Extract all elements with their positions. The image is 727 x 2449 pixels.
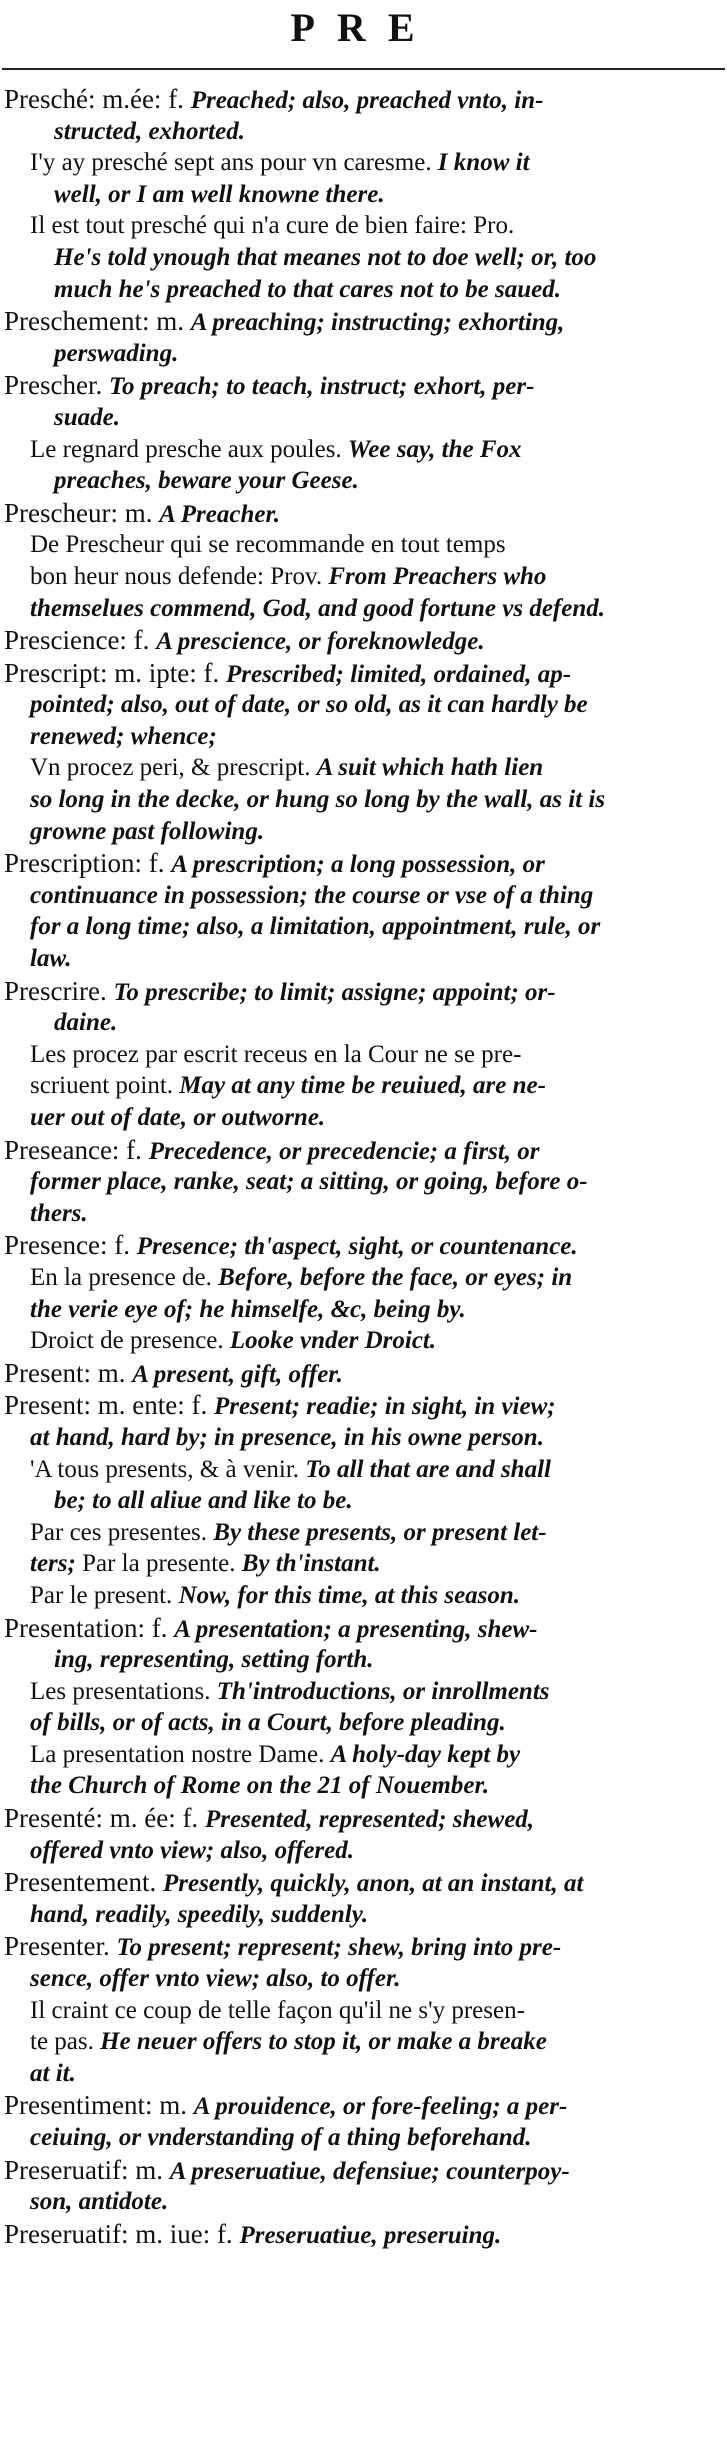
entry-continuation-line [4, 561, 718, 593]
entry-continuation-line [4, 721, 718, 753]
english-gloss: A presentation; a presenting, shew- [174, 1615, 538, 1643]
headword: Preseruatif: m. iue: f. [4, 2218, 240, 2249]
english-gloss: at hand, hard by; in presence, in his owne person. [30, 1423, 544, 1451]
entry-first-line [4, 1390, 718, 1422]
english-gloss: be; to all aliue and like to be. [54, 1487, 353, 1515]
english-gloss: the Church of Rome on the 21 of Nouember. [30, 1772, 490, 1800]
english-gloss: From Preachers who [328, 562, 547, 590]
english-gloss: A present, gift, offer. [132, 1360, 343, 1388]
english-gloss: To prescribe; to limit; assigne; appoint; or- [113, 978, 556, 1006]
english-gloss: Presence; th'aspect, sight, or countenance. [136, 1233, 578, 1261]
entry-continuation-line [4, 1644, 718, 1676]
entry-continuation-line [4, 147, 718, 179]
entry-continuation-line [4, 2058, 718, 2090]
entry-continuation-line [4, 1070, 718, 1102]
french-text: Les presentations. [30, 1677, 217, 1705]
dictionary-entry [4, 1803, 718, 1866]
entry-first-line [4, 2090, 718, 2122]
french-text: Il craint ce coup de telle façon qu'il ne s'y presen- [30, 1996, 525, 2024]
entry-continuation-line [4, 1707, 718, 1739]
dictionary-entry [4, 625, 718, 657]
entry-continuation-line [4, 1454, 718, 1486]
french-text: 'A tous presents, & à venir. [30, 1455, 306, 1483]
english-gloss: Th'introductions, or inrollments [216, 1677, 550, 1705]
headword: Prescription: f. [4, 848, 172, 879]
english-gloss: daine. [54, 1009, 118, 1037]
english-gloss: so long in the decke, or hung so long by the wall, as it is [30, 786, 606, 814]
french-text: te pas. [30, 2028, 101, 2056]
english-gloss: hand, readily, speedily, suddenly. [30, 1900, 369, 1928]
entry-continuation-line [4, 274, 718, 306]
entry-first-line [4, 658, 718, 690]
french-text: De Prescheur qui se recommande en tout temps [30, 531, 506, 559]
english-gloss: Presently, quickly, anon, at an instant, at [162, 1870, 584, 1898]
dictionary-entry [4, 848, 718, 974]
entry-continuation-line [4, 2122, 718, 2154]
headword: Presentiment: m. [4, 2090, 194, 2121]
english-gloss: ters; [30, 1550, 83, 1578]
french-text: Par ces presentes. [30, 1518, 214, 1546]
dictionary-entry [4, 2155, 718, 2218]
entry-continuation-line [4, 529, 718, 561]
english-gloss: To all that are and shall [305, 1455, 551, 1483]
english-gloss: renewed; whence; [30, 722, 217, 750]
entry-first-line [4, 1931, 718, 1963]
english-gloss: Looke vnder Droict. [229, 1327, 437, 1355]
english-gloss: A suit which hath lien [316, 754, 544, 782]
entry-continuation-line [4, 1770, 718, 1802]
english-gloss: uer out of date, or outworne. [30, 1104, 326, 1131]
english-gloss: well, or I am well knowne there. [54, 180, 385, 208]
entry-continuation-line [4, 593, 718, 625]
entry-first-line [4, 1135, 718, 1167]
dictionary-entry [4, 658, 718, 848]
english-gloss: Precedence, or precedencie; a first, or [148, 1137, 540, 1165]
entry-continuation-line [4, 752, 718, 784]
headword: Preseruatif: m. [4, 2154, 170, 2185]
english-gloss: much he's preached to that cares not to be saued. [54, 275, 561, 303]
english-gloss: He's told ynough that meanes not to doe well; or, too [54, 243, 597, 271]
entry-first-line [4, 2219, 718, 2251]
english-gloss: perswading. [54, 339, 179, 367]
dictionary-entry [4, 1358, 718, 1390]
entry-continuation-line [4, 1262, 718, 1294]
entry-continuation-line [4, 2026, 718, 2058]
english-gloss: Before, before the face, or eyes; in [218, 1263, 573, 1291]
entry-continuation-line [4, 1676, 718, 1708]
english-gloss: pointed; also, out of date, or so old, as it can hardly be [30, 691, 588, 719]
dictionary-entry [4, 84, 718, 305]
english-gloss: of bills, or of acts, in a Court, before pleading. [30, 1709, 506, 1737]
french-text: scriuent point. [30, 1072, 180, 1100]
entry-continuation-line [4, 465, 718, 497]
entry-continuation-line [4, 1995, 718, 2027]
headword: Presentation: f. [4, 1612, 175, 1643]
headword: Presenter. [4, 1931, 117, 1962]
entry-continuation-line [4, 784, 718, 816]
entry-first-line [4, 84, 718, 116]
french-text: bon heur nous defende: Prov. [30, 562, 329, 590]
entry-continuation-line [4, 338, 718, 370]
english-gloss: A prouidence, or fore-feeling; a per- [193, 2093, 568, 2121]
english-gloss: I know it [437, 149, 530, 177]
entry-continuation-line [4, 943, 718, 975]
entry-continuation-line [4, 210, 718, 242]
english-gloss: law. [30, 945, 72, 973]
headword: Presence: f. [4, 1230, 137, 1261]
english-gloss: sence, offer vnto view; also, to offer. [30, 1965, 401, 1993]
english-gloss: preaches, beware your Geese. [54, 467, 359, 495]
english-gloss: offered vnto view; also, offered. [30, 1836, 354, 1864]
entry-continuation-line [4, 434, 718, 466]
french-text: Par le present. [30, 1581, 179, 1609]
headword: Prescheur: m. [4, 497, 160, 528]
headword: Prescher. [4, 370, 109, 401]
entry-continuation-line [4, 179, 718, 211]
entry-continuation-line [4, 880, 718, 912]
headword: Prescrire. [4, 975, 114, 1006]
english-gloss: Prescribed; limited, ordained, ap- [225, 660, 572, 688]
entry-first-line [4, 1803, 718, 1835]
dictionary-entry [4, 1230, 718, 1356]
entry-continuation-line [4, 1039, 718, 1071]
english-gloss: May at any time be reuiued, are ne- [179, 1072, 546, 1100]
english-gloss: A preaching; instructing; exhorting, [190, 309, 565, 337]
headword: Preseance: f. [4, 1134, 149, 1165]
english-gloss: son, antidote. [30, 2188, 169, 2216]
entry-continuation-line [4, 1007, 718, 1039]
english-gloss: for a long time; also, a limitation, appointment, rule, or [30, 913, 601, 941]
entry-continuation-line [4, 1325, 718, 1357]
entry-continuation-line [4, 1198, 718, 1230]
entry-continuation-line [4, 116, 718, 148]
headword: Present: m. ente: f. [4, 1390, 214, 1421]
headword: Presché: m.ée: f. [4, 84, 191, 114]
page-header: PRE [290, 5, 437, 50]
entry-first-line [4, 370, 718, 402]
english-gloss: ceiuing, or vnderstanding of a thing beforehand. [30, 2124, 532, 2151]
entry-continuation-line [4, 1485, 718, 1517]
entry-first-line [4, 2155, 718, 2187]
entry-continuation-line [4, 816, 718, 848]
entry-continuation-line [4, 1580, 718, 1612]
english-gloss: Presented, represented; shewed, [204, 1806, 535, 1834]
english-gloss: Preseruatiue, preseruing. [239, 2221, 502, 2249]
entry-continuation-line [4, 911, 718, 943]
dictionary-entry [4, 976, 718, 1134]
english-gloss: He neuer offers to stop it, or make a breake [100, 2028, 547, 2056]
english-gloss: A Preacher. [159, 500, 281, 528]
english-gloss: By these presents, or present let- [213, 1518, 547, 1546]
english-gloss: Wee say, the Fox [347, 435, 522, 463]
entry-continuation-line [4, 1294, 718, 1326]
english-gloss: structed, exhorted. [54, 117, 245, 145]
entry-first-line [4, 976, 718, 1008]
entry-first-line [4, 498, 718, 530]
entry-continuation-line [4, 1963, 718, 1995]
english-gloss: Preached; also, preached vnto, in- [190, 87, 544, 114]
dictionary-entry [4, 498, 718, 624]
entry-continuation-line [4, 1835, 718, 1867]
dictionary-entry [4, 2219, 718, 2251]
french-text: En la presence de. [30, 1263, 219, 1291]
headword: Prescript: m. ipte: f. [4, 657, 226, 688]
entry-continuation-line [4, 402, 718, 434]
entry-first-line [4, 1613, 718, 1645]
dictionary-entry [4, 1613, 718, 1803]
english-gloss: To present; represent; shew, bring into pre- [116, 1934, 562, 1962]
entry-continuation-line [4, 1548, 718, 1580]
headword: Present: m. [4, 1357, 133, 1388]
entry-first-line [4, 306, 718, 338]
dictionary-entry [4, 1931, 718, 2089]
english-gloss: suade. [54, 403, 120, 431]
english-gloss: themselues commend, God, and good fortune vs defend. [30, 594, 605, 622]
dictionary-entry [4, 1390, 718, 1611]
english-gloss: continuance in possession; the course or vse of a thing [30, 881, 594, 909]
entry-continuation-line [4, 242, 718, 274]
entry-first-line [4, 625, 718, 657]
french-text: Droict de presence. [30, 1327, 230, 1355]
english-gloss: former place, ranke, seat; a sitting, or going, before o- [30, 1168, 588, 1196]
headword: Preschement: m. [4, 306, 191, 337]
headword: Prescience: f. [4, 625, 157, 656]
french-text: Le regnard presche aux poules. [30, 435, 348, 463]
french-text: Les procez par escrit receus en la Cour ne se pre- [30, 1040, 522, 1068]
english-gloss: A prescription; a long possession, or [171, 851, 545, 879]
english-gloss: the verie eye of; he himselfe, &c, being by. [30, 1295, 466, 1323]
entry-continuation-line [4, 1166, 718, 1198]
french-text: Il est tout presché qui n'a cure de bien faire: Pro. [30, 212, 515, 240]
entry-list [4, 84, 718, 2251]
english-gloss: A prescience, or foreknowledge. [156, 628, 485, 656]
english-gloss: ing, representing, setting forth. [54, 1646, 374, 1674]
entry-continuation-line [4, 689, 718, 721]
french-text: I'y ay presché sept ans pour vn caresme. [30, 149, 438, 177]
french-text: La presentation nostre Dame. [30, 1740, 331, 1768]
headword: Presentement. [4, 1867, 163, 1898]
english-gloss: growne past following. [30, 817, 265, 845]
english-gloss: By th'instant. [241, 1550, 381, 1578]
entry-first-line [4, 848, 718, 880]
entry-continuation-line [4, 1422, 718, 1454]
english-gloss: A preseruatiue, defensiue; counterpoy- [169, 2157, 570, 2185]
entry-continuation-line [4, 1739, 718, 1771]
headword: Presenté: m. ée: f. [4, 1803, 205, 1834]
english-gloss: A holy-day kept by [330, 1740, 521, 1768]
french-text: Vn procez peri, & prescript. [30, 754, 317, 782]
french-text: Par la presente. [82, 1550, 242, 1578]
entry-first-line [4, 1230, 718, 1262]
entry-continuation-line [4, 1517, 718, 1549]
english-gloss: at it. [30, 2059, 76, 2087]
dictionary-entry [4, 306, 718, 369]
entry-first-line [4, 1358, 718, 1390]
entry-continuation-line [4, 2186, 718, 2218]
entry-continuation-line [4, 1102, 718, 1134]
english-gloss: thers. [30, 1199, 88, 1227]
dictionary-entry [4, 370, 718, 496]
dictionary-entry [4, 2090, 718, 2153]
english-gloss: To preach; to teach, instruct; exhort, per- [108, 373, 535, 401]
header-rule [2, 68, 725, 70]
english-gloss: Present; readie; in sight, in view; [213, 1393, 556, 1421]
entry-continuation-line [4, 1899, 718, 1931]
entry-first-line [4, 1867, 718, 1899]
dictionary-entry [4, 1867, 718, 1930]
english-gloss: Now, for this time, at this season. [178, 1581, 521, 1609]
dictionary-entry [4, 1135, 718, 1230]
